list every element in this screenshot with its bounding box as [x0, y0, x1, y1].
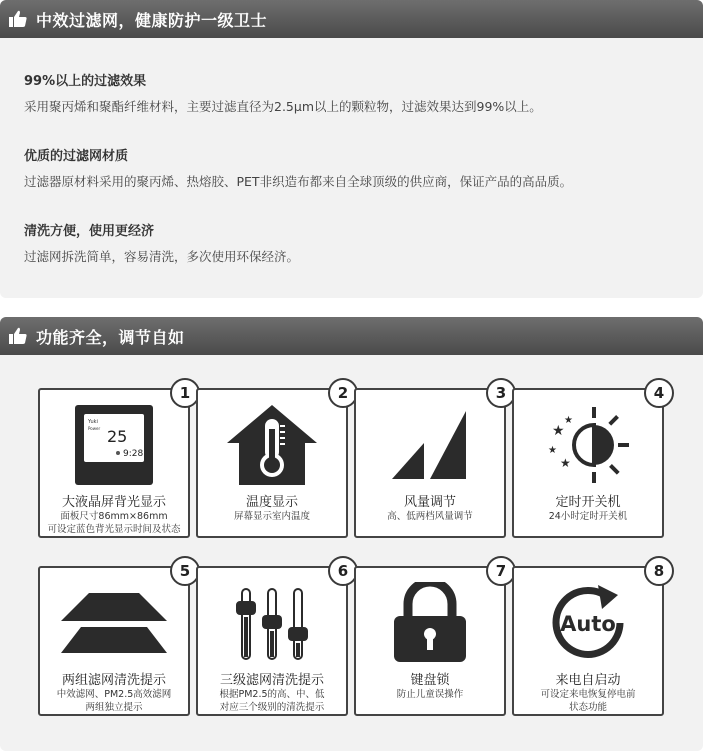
slider-levels-icon	[198, 578, 346, 668]
feature-title: 风量调节	[403, 495, 456, 510]
lcd-clock: 9:28	[123, 449, 144, 459]
feature-title: 定时开关机	[555, 495, 621, 510]
feature-number: 1	[170, 378, 200, 408]
feature-desc-line: 中效滤网、PM2.5高效滤网	[56, 689, 172, 700]
feature-title: 大液晶屏背光显示	[61, 495, 166, 510]
filter-layers-icon	[40, 578, 188, 668]
feature-desc	[358, 688, 502, 701]
features-panel-header	[0, 317, 703, 355]
svg-text:Power: Power	[88, 426, 101, 431]
feature-desc	[200, 688, 344, 714]
feature-number: 6	[328, 556, 358, 586]
feature-desc-line: 根据PM2.5的高、中、低	[219, 689, 325, 700]
section-heading: 99%以上的过滤效果	[24, 74, 147, 89]
feature-number: 2	[328, 378, 358, 408]
padlock-icon	[356, 578, 504, 668]
feature-desc-line: 可设定蓝色背光显示时间及状态	[47, 524, 181, 535]
feature-desc	[200, 510, 344, 523]
feature-title: 来电自启动	[555, 673, 621, 688]
section-body: 过滤器原材料采用的聚丙烯、热熔胶、PET非织造布都来自全球顶级的供应商，保证产品的高品质。	[24, 174, 573, 189]
feature-number: 4	[644, 378, 674, 408]
svg-text:★: ★	[560, 456, 571, 470]
auto-label: Auto	[560, 612, 616, 636]
feature-desc	[516, 688, 660, 714]
feature-card-three-levels	[196, 562, 349, 716]
feature-desc	[516, 510, 660, 523]
feature-title: 两组滤网清洗提示	[61, 673, 166, 688]
day-night-icon	[514, 400, 662, 490]
thumbs-up-icon	[8, 8, 30, 30]
feature-number: 3	[486, 378, 516, 408]
section-efficiency	[24, 70, 683, 115]
feature-desc-line: 状态功能	[568, 702, 607, 713]
filter-panel-title: 中效过滤网，健康防护一级卫士	[36, 10, 268, 30]
feature-desc-line: 屏幕显示室内温度	[233, 511, 310, 522]
feature-title: 三级滤网清洗提示	[219, 673, 324, 688]
feature-card-lcd	[38, 384, 191, 538]
feature-number: 7	[486, 556, 516, 586]
feature-desc-line: 对应三个级别的清洗提示	[219, 702, 325, 713]
feature-desc-line: 两组独立提示	[85, 702, 143, 713]
feature-desc	[358, 510, 502, 523]
section-cleaning	[24, 220, 683, 265]
svg-text:★: ★	[564, 415, 573, 426]
feature-desc	[42, 510, 186, 536]
feature-desc-line: 面板尺寸86mm×86mm	[60, 511, 168, 522]
feature-card-timer	[512, 384, 665, 538]
feature-title: 键盘锁	[410, 673, 450, 688]
feature-card-keylock	[354, 562, 507, 716]
filter-panel-header	[0, 0, 703, 38]
feature-card-temperature	[196, 384, 349, 538]
svg-text:Yuki: Yuki	[88, 419, 98, 425]
lcd-temperature: 25	[107, 427, 128, 446]
wind-speed-icon	[356, 400, 504, 490]
feature-desc-line: 防止儿童误操作	[396, 689, 464, 700]
feature-number: 5	[170, 556, 200, 586]
features-panel-title: 功能齐全，调节自如	[36, 327, 185, 347]
feature-card-auto-restart	[512, 562, 665, 716]
feature-title: 温度显示	[245, 495, 298, 510]
section-body: 采用聚丙烯和聚酯纤维材料，主要过滤直径为2.5μm以上的颗粒物，过滤效果达到99%以上。	[24, 99, 542, 114]
feature-card-wind	[354, 384, 507, 538]
svg-text:★: ★	[552, 423, 565, 439]
feature-desc	[42, 688, 186, 714]
svg-text:★: ★	[548, 445, 557, 456]
section-material	[24, 145, 683, 190]
lcd-screen-icon	[40, 400, 188, 490]
feature-number: 8	[644, 556, 674, 586]
section-heading: 优质的过滤网材质	[24, 149, 129, 164]
feature-desc-line: 24小时定时开关机	[548, 511, 628, 522]
feature-card-two-filters	[38, 562, 191, 716]
feature-desc-line: 可设定来电恢复停电前	[540, 689, 636, 700]
thumbs-up-icon	[8, 325, 30, 347]
section-heading: 清洗方便，使用更经济	[24, 224, 155, 239]
section-body: 过滤网拆洗简单，容易清洗，多次使用环保经济。	[24, 249, 300, 264]
auto-restart-icon	[514, 578, 662, 668]
house-thermometer-icon	[198, 400, 346, 490]
filter-panel	[0, 0, 703, 298]
feature-desc-line: 高、低两档风量调节	[387, 511, 473, 522]
